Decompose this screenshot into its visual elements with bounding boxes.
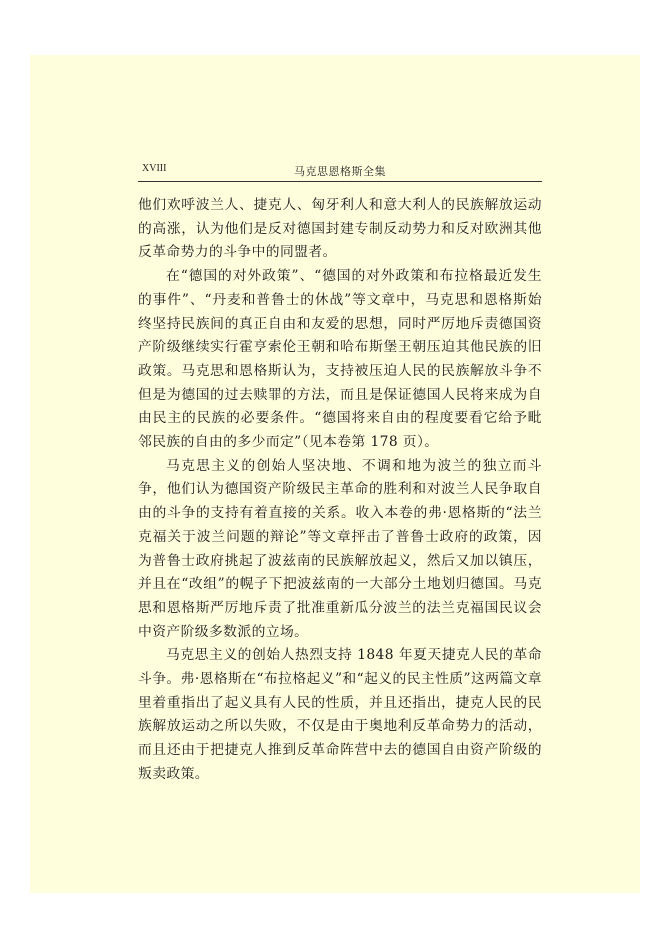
page-number: XVIII	[142, 163, 167, 174]
paragraph-continued: 他们欢呼波兰人、捷克人、匈牙利人和意大利人的民族解放运动的高涨，认为他们是反对德国封建专制反动势力和反对欧洲其他反革命势力的斗争中的同盟者。	[138, 197, 542, 261]
page-header	[138, 161, 542, 182]
body-text	[138, 194, 542, 787]
paragraph-foreign-policy: 在“德国的对外政策”、“德国的对外政策和布拉格最近发生的事件”、“丹麦和普鲁士的休战”等文章中，马克思和恩格斯始终坚持民族间的真正自由和友爱的思想，同时严厉地斥责德国资产阶级继续实行霍亨索伦王朝和哈布斯堡王朝压迫其他民族的旧政策。马克思和恩格斯认为，支持被压迫人民的民族解放斗争不但是为德国的过去赎罪的方法，而且是保证德国人民将来成为自由民主的民族的必要条件。“德国将来自由的程度要看它给予毗邻民族的自由的多少而定”（见本卷第 178 页）。	[138, 268, 542, 451]
running-title: 马克思恩格斯全集	[294, 165, 386, 178]
paragraph-poland: 马克思主义的创始人坚决地、不调和地为波兰的独立而斗争，他们认为德国资产阶级民主革命的胜利和对波兰人民争取自由的斗争的支持有着直接的关系。收入本卷的弗·恩格斯的“法兰克福关于波兰问题的辩论”等文章抨击了普鲁士政府的政策，因为普鲁士政府挑起了波兹南的民族解放起义，然后又加以镇压，并且在“改组”的幌子下把波兹南的一大部分土地划归德国。马克思和恩格斯严厉地斥责了批准重新瓜分波兰的法兰克福国民议会中资产阶级多数派的立场。	[138, 457, 542, 640]
paragraph-czech: 马克思主义的创始人热烈支持 1848 年夏天捷克人民的革命斗争。弗·恩格斯在“布拉格起义”和“起义的民主性质”这两篇文章里着重指出了起义具有人民的性质，并且还指出，捷克人民的民族解放运动之所以失败，不仅是由于奥地利反革命势力的活动，而且还由于把捷克人推到反革命阵营中去的德国自由资产阶级的叛卖政策。	[138, 647, 542, 782]
